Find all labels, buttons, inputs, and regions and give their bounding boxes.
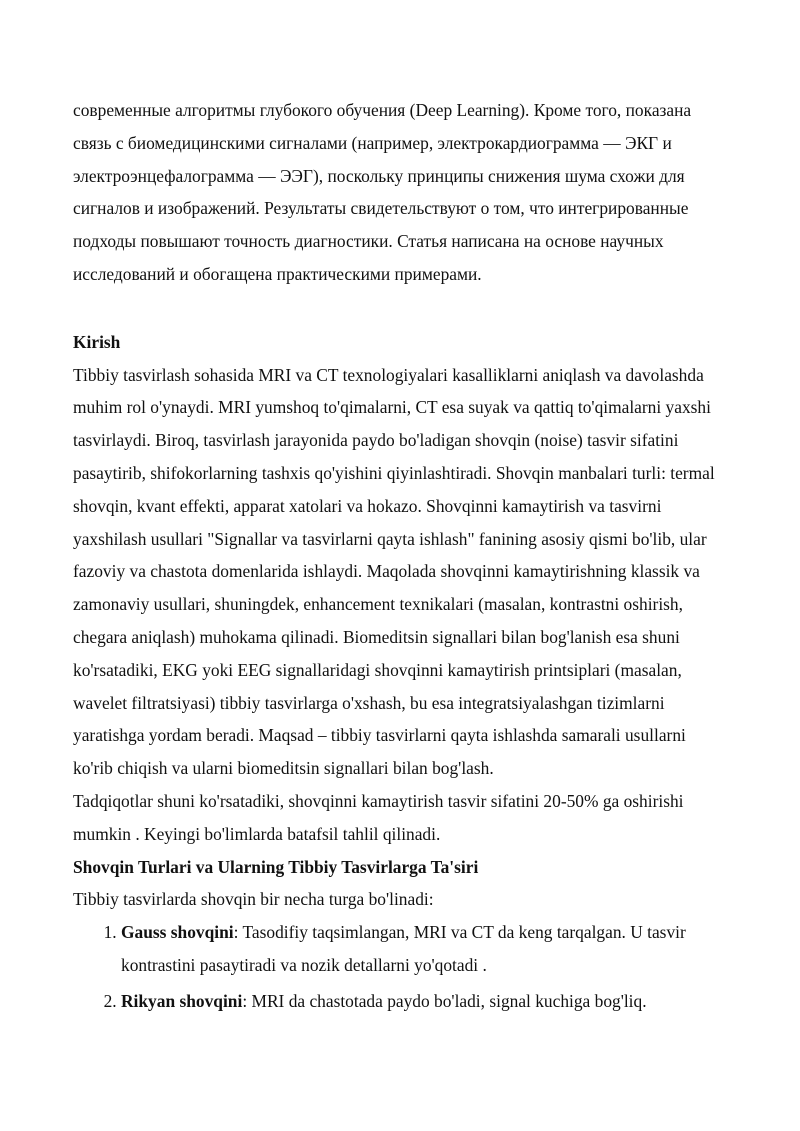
section-gap — [73, 291, 730, 326]
noise-description: : Tasodifiy taqsimlangan, MRI va CT da keng tarqalgan. U tasvir kontrastini pasaytiradi va nozik detallarni yo'qotadi . — [121, 922, 686, 975]
noise-term: Gauss shovqini — [121, 922, 234, 943]
noise-term: Rikyan shovqini — [121, 990, 243, 1011]
noise-types-list — [73, 916, 730, 1017]
noise-description: : MRI da chastotada paydo bo'ladi, signal kuchiga bog'liq. — [242, 990, 647, 1011]
noise-types-heading: Shovqin Turlari va Ularning Tibbiy Tasvirlarga Ta'siri — [73, 856, 479, 877]
intro-paragraph: Tibbiy tasvirlash sohasida MRI va CT texnologiyalari kasalliklarni aniqlash va davolashda muhim rol o'ynaydi. MRI yumshoq to'qimalarni, CT esa suyak va qattiq to'qimalarni yaxshi tasvirlaydi. Biroq, tasvirlash jarayonida paydo bo'ladigan shovqin (noise) tasvir sifatini pasaytirib, shifokorlarning tashxis qo'yishini qiyinlashtiradi. Shovqin manbalari turli: termal shovqin, kvant effekti, apparat xatolari va hokazo. Shovqinni kamaytirish va tasvirni yaxshilash usullari "Signallar va tasvirlarni qayta ishlash" fanining asosiy qismi bo'lib, ular fazoviy va chastota domenlarida ishlaydi. Maqolada shovqinni kamaytirishning klassik va zamonaviy usullari, shuningdek, enhancement texnikalari (masalan, kontrastni oshirish, chegara aniqlash) muhokama qilinadi. Biomeditsin signallari bilan bog'lanish esa shuni ko'rsatadiki, EKG yoki EEG signallaridagi shovqinni kamaytirish printsiplari (masalan, wavelet filtratsiyasi) tibbiy tasvirlarga o'xshash, bu esa integratsiyalashgan tizimlarni yaratishga yordam beradi. Maqsad – tibbiy tasvirlarni qayta ishlashda samarali usullarni ko'rib chiqish va ularni biomeditsin signallari bilan bog'lash. — [73, 364, 715, 779]
list-item — [121, 916, 730, 982]
intro-finding-paragraph: Tadqiqotlar shuni ko'rsatadiki, shovqinni kamaytirish tasvir sifatini 20-50% ga oshirishi mumkin . Keyingi bo'limlarda batafsil tahlil qilinadi. — [73, 790, 684, 844]
intro-heading: Kirish — [73, 331, 121, 352]
abstract-tail-paragraph: современные алгоритмы глубокого обучения (Deep Learning). Кроме того, показана связь с биомедицинскими сигналами (например, электрокардиограмма — ЭКГ и электроэнцефалограмма — ЭЭГ), поскольку принципы снижения шума схожи для сигналов и изображений. Результаты свидетельствуют о том, что интегрированные подходы повышают точность диагностики. Статья написана на основе научных исследований и обогащена практическими примерами. — [73, 100, 692, 284]
list-item — [121, 985, 730, 1018]
noise-types-lead: Tibbiy tasvirlarda shovqin bir necha turga bo'linadi: — [73, 889, 434, 910]
